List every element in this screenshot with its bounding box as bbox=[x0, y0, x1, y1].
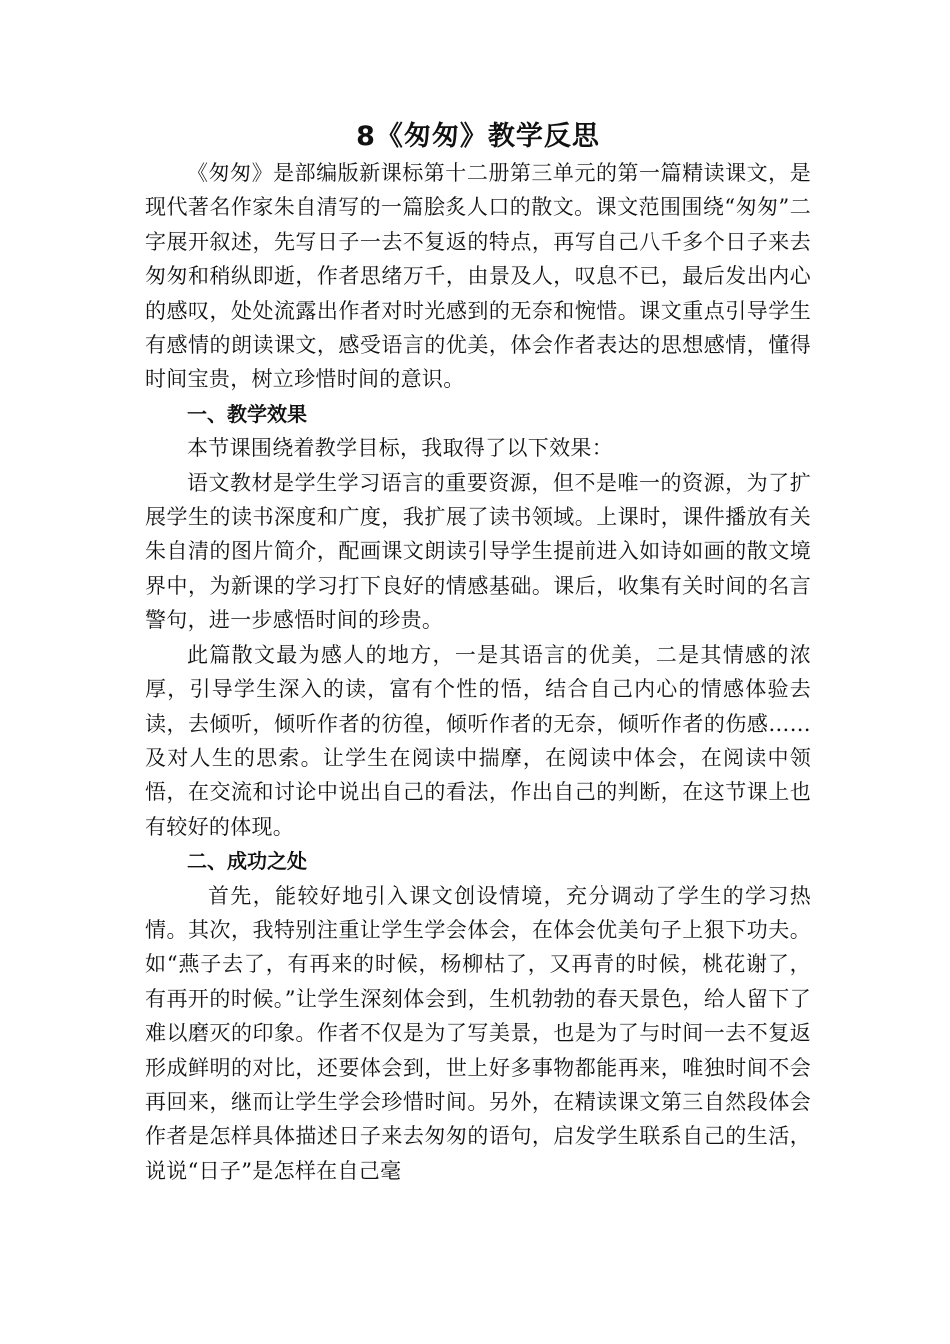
intro-paragraph: 《匆匆》是部编版新课标第十二册第三单元的第一篇精读课文，是现代著名作家朱自清写的一篇脍炙人口的散文。课文范围围绕“匆匆”二字展开叙述，先写日子一去不复返的特点，再写自己八千多个日子来去匆匆和稍纵即逝，作者思绪万千，由景及人，叹息不已，最后发出内心的感叹，处处流露出作者对时光感到的无奈和惋惜。课文重点引导学生有感情的朗读课文，感受语言的优美，体会作者表达的思想感情，懂得时间宝贵，树立珍惜时间的意识。 bbox=[145, 161, 811, 392]
body-paragraph: 此篇散文最为感人的地方，一是其语言的优美，二是其情感的浓厚，引导学生深入的读，富有个性的悟，结合自己内心的情感体验去读，去倾听，倾听作者的彷徨，倾听作者的无奈，倾听作者的伤感……及对人生的思索。让学生在阅读中揣摩，在阅读中体会，在阅读中领悟，在交流和讨论中说出自己的看法，作出自己的判断，在这节课上也有较好的体现。 bbox=[145, 642, 811, 839]
page-title: 8《匆匆》教学反思 bbox=[356, 121, 600, 152]
section-heading-success: 二、成功之处 bbox=[187, 849, 307, 874]
body-paragraph: 首先，能较好地引入课文创设情境，充分调动了学生的学习热情。其次，我特别注重让学生学会体会，在体会优美句子上狠下功夫。如“燕子去了，有再来的时候，杨柳枯了，又再青的时候，桃花谢了，有再开的时候。”让学生深刻体会到，生机勃勃的春天景色，给人留下了难以磨灭的印象。作者不仅是为了写美景，也是为了与时间一去不复返形成鲜明的对比，还要体会到，世上好多事物都能再来，唯独时间不会再回来，继而让学生学会珍惜时间。另外，在精读课文第三自然段体会作者是怎样具体描述日子来去匆匆的语句，启发学生联系自己的生活，说说“日子”是怎样在自己毫 bbox=[145, 883, 811, 1183]
section-heading-teaching-effect: 一、教学效果 bbox=[187, 401, 307, 426]
body-paragraph: 语文教材是学生学习语言的重要资源，但不是唯一的资源，为了扩展学生的读书深度和广度，我扩展了读书领域。上课时，课件播放有关朱自清的图片简介，配画课文朗读引导学生提前进入如诗如画的散文境界中，为新课的学习打下良好的情感基础。课后，收集有关时间的名言警句，进一步感悟时间的珍贵。 bbox=[145, 470, 811, 633]
body-paragraph: 本节课围绕着教学目标，我取得了以下效果： bbox=[187, 436, 613, 461]
document-page bbox=[145, 118, 811, 1188]
